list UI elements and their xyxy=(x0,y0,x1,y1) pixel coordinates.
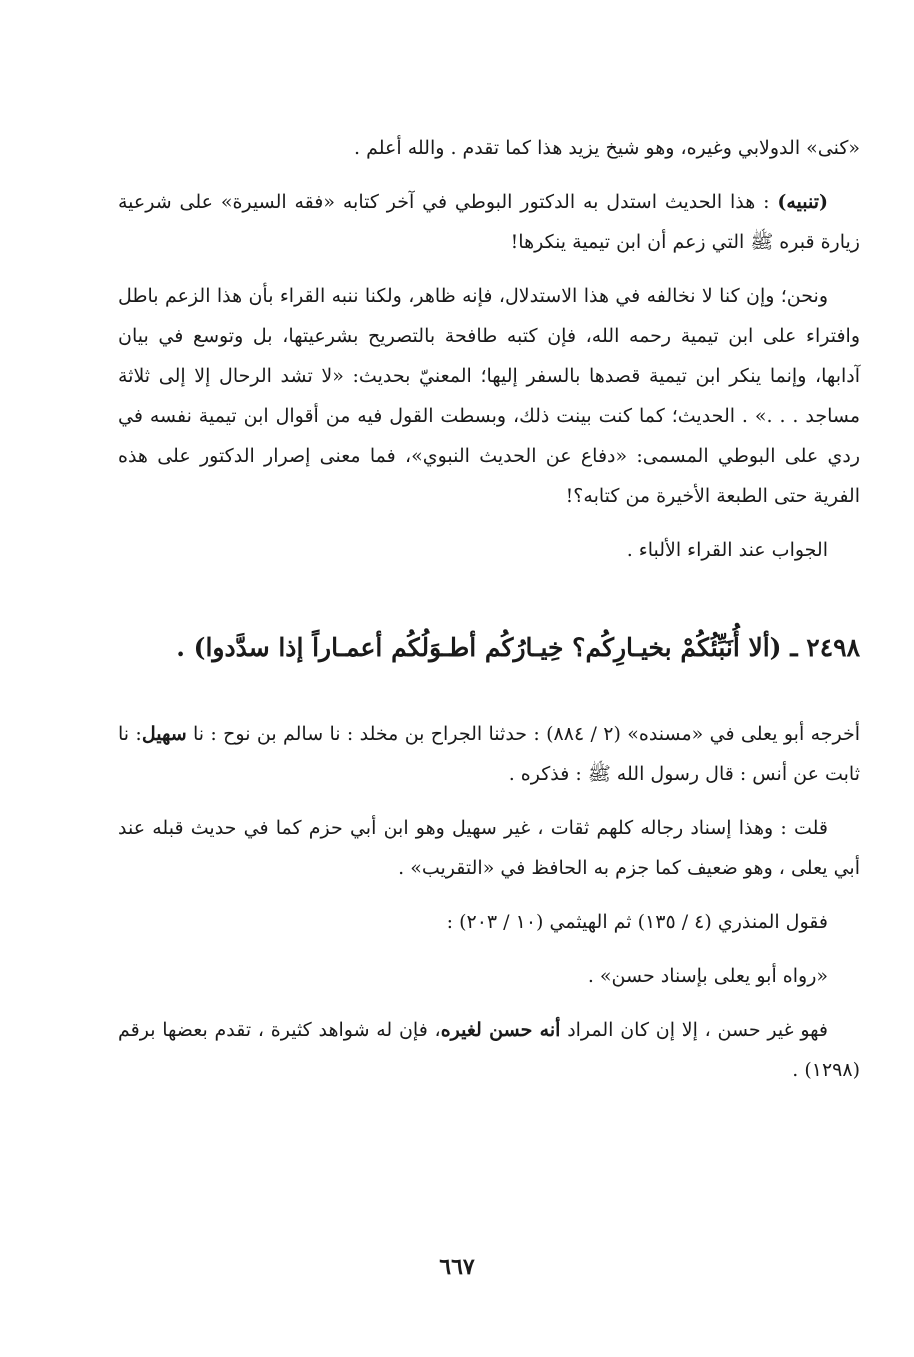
takhrij-bold-name: سهيل xyxy=(141,723,187,745)
takhrij-paragraph xyxy=(118,714,860,794)
page-body xyxy=(118,128,860,1090)
note-text: : هذا الحديث استدل به الدكتور البوطي في آخر كتابه «فقه السيرة» على شرعية زيارة قبره ﷺ التي زعم أن ابن تيمية ينكرها! xyxy=(118,191,860,253)
hadith-separator: ـ xyxy=(790,633,798,662)
carryover-paragraph: «كنى» الدولابي وغيره، وهو شيخ يزيد هذا كما تقدم . والله أعلم . xyxy=(354,137,860,159)
quote-paragraph: «رواه أبو يعلى بإسناد حسن» . xyxy=(587,965,828,987)
mundhiri-paragraph: فقول المنذري (٤ / ١٣٥) ثم الهيثمي (١٠ / ٢٠٣) : xyxy=(446,911,828,933)
analysis-paragraph: قلت : وهذا إسناد رجاله كلهم ثقات ، غير سهيل وهو ابن أبي حزم كما في حديث قبله عند أبي يعلى ، وهو ضعيف كما جزم به الحافظ في «التقريب» . xyxy=(118,817,860,879)
conclusion-bold: أنه حسن لغيره xyxy=(440,1019,561,1041)
rebuttal-paragraph: ونحن؛ وإن كنا لا نخالفه في هذا الاستدلال، فإنه ظاهر، ولكنا ننبه القراء بأن هذا الزعم باطل وافتراء على ابن تيمية رحمه الله، فإن كتبه طافحة بالتصريح بشرعيتها، بل وتوسع في بيان آدابها، وإنما ينكر ابن تيمية قصدها بالسفر إليها؛ المعنيّ بحديث: «لا تشد الرحال إلا إلى ثلاثة مساجد . . .» . الحديث؛ كما كنت بينت ذلك، وبسطت القول فيه من أقوال ابن تيمية نفسه في ردي على البوطي المسمى: «دفاع عن الحديث النبوي»، فما معنى إصرار الدكتور على هذه الفرية حتى الطبعة الأخيرة من كتابه؟! xyxy=(118,285,860,507)
hadith-number: ٢٤٩٨ xyxy=(806,633,860,662)
page-number: ٦٦٧ xyxy=(439,1254,475,1280)
takhrij-text-1: أخرجه أبو يعلى في «مسنده» (٢ / ٨٨٤) : حدثنا الجراح بن مخلد : نا سالم بن نوح : نا xyxy=(193,723,861,745)
takhrij-text-2: : نا ثابت عن أنس : قال رسول الله ﷺ : فذكره . xyxy=(118,723,860,785)
note-paragraph xyxy=(118,182,860,262)
conclusion-text-2: ، فإن له شواهد كثيرة ، تقدم بعضها برقم (١٢٩٨) . xyxy=(118,1019,860,1081)
hadith-heading xyxy=(118,622,860,674)
conclusion-paragraph xyxy=(118,1010,860,1090)
answer-paragraph: الجواب عند القراء الألباء . xyxy=(626,539,828,561)
hadith-text: (ألا أُنَبِّئُكُمْ بخيـارِكُم؟ خِيـارُكُم أطـوَلُكُم أعمـاراً إذا سدَّدوا) . xyxy=(176,633,782,662)
conclusion-text-1: فهو غير حسن ، إلا إن كان المراد xyxy=(567,1019,828,1041)
note-label: (تنبيه) xyxy=(777,191,828,213)
